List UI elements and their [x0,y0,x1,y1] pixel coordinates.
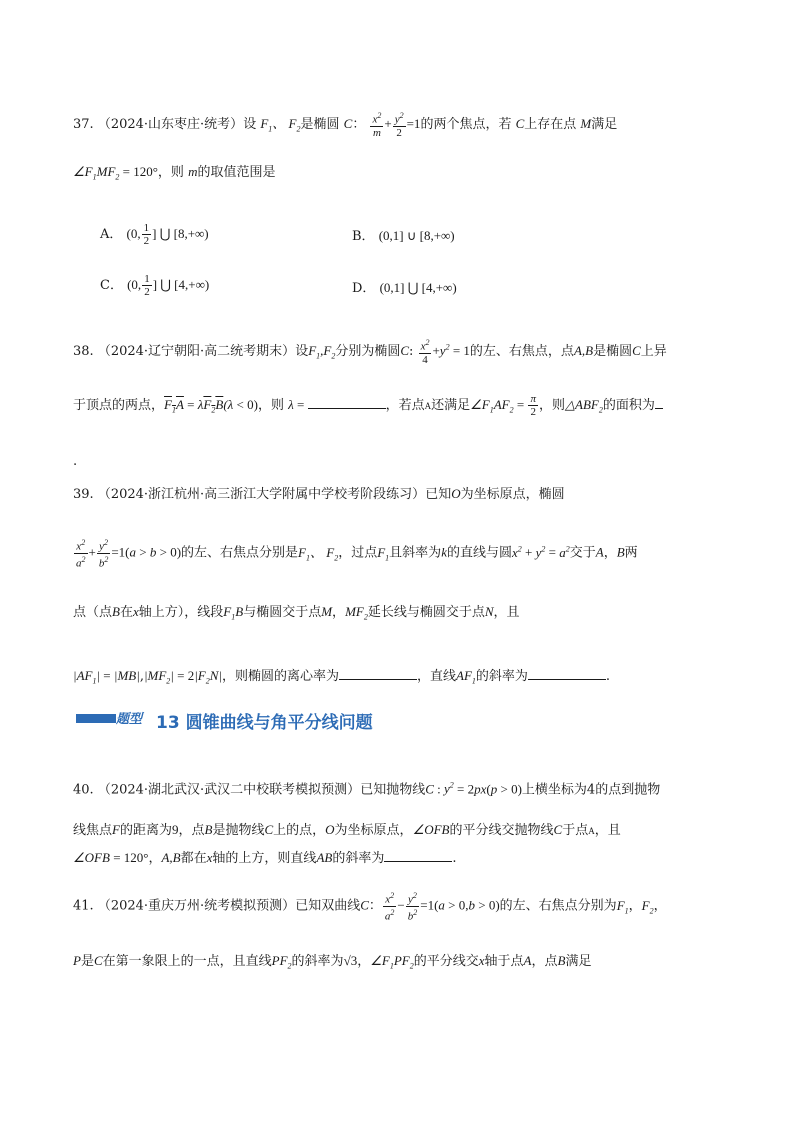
q41-number: 41. [73,898,94,914]
q39-blank-1[interactable] [339,669,417,680]
q38-line3: . [73,454,78,469]
q37-option-a: A． (0, $\frac{1}{2}$ ] ⋃ [8,+∞) [100,222,209,247]
q38-source: （2024·辽宁朝阳·高二统考期末） [97,343,296,359]
q37-line2: $\angle F_1MF_2 = 120^\circ$，则 m的取值范围是 [73,164,276,182]
q41-source: （2024·重庆万州·统考模拟预测） [97,898,296,914]
q40-line3: ∠OFB = 120°，A,B都在x轴的上方，则直线AB的斜率为 . [73,850,457,866]
section-tag-label: 题型 [116,712,143,727]
q39-line1: 39. （2024·浙江杭州·高三浙江大学附属中学校考阶段练习）已知O为坐标原点，椭圆 [73,486,565,502]
q40-blank[interactable] [384,851,452,862]
q39-source: （2024·浙江杭州·高三浙江大学附属中学校考阶段练习） [97,487,426,502]
q37-line1: 37. （2024·山东枣庄·统考）设 $F_1$、 $F_2$是椭圆 C： $\frac{x^2}{m}$ + $\frac{y^2}{2}$ =1的两个焦点，若 C上存在点 M满足 [73,111,618,139]
q40-number: 40. [73,782,94,798]
q37-source: （2024·山东枣庄·统考） [97,116,244,132]
q41-line1: 41. （2024·重庆万州·统考模拟预测）已知双曲线C： $\frac{x^2}{a^2}$ − $\frac{y^2}{b^2}$ =1(a > 0,b > 0)的左、右焦点分别为$F_1$，$F_2$， [73,891,667,923]
q38-number: 38. [73,343,94,359]
q37-option-c: C． (0, $\frac{1}{2}$ ] ⋃ [4,+∞) [100,273,210,298]
section-header [76,708,776,732]
q40-line2: 线焦点F的距离为9，点B是抛物线C上的点，O为坐标原点，∠OFB的平分线交抛物线C于点A，且 [73,822,621,838]
q37-math: $F_1$、 $F_2$ [260,115,301,134]
q39-line3: 点（点B在x轴上方），线段$F_1B$与椭圆交于点M，$MF_2$延长线与椭圆交于点N，且 [73,604,520,622]
q41-line2: P是C在第一象限上的一点，且直线$PF_2$的斜率为√3，$\angle F_1PF_2$的平分线交x轴于点A，点B满足 [73,953,592,971]
q37-option-b: B． (0,1] ∪ [8,+∞) [352,228,455,244]
q39-number: 39. [73,487,94,502]
q39-blank-2[interactable] [528,669,606,680]
q38-blank-2[interactable] [655,398,663,409]
q38-line2: 于顶点的两点，$F_1A = \lambda F_2B(\lambda < 0)$，则 λ = ，若点A还满足$\angle F_1AF_2$ = $\frac{\pi}{2}$ ，则$\triangle ABF_2$的面积为 [73,393,663,421]
q38-line1: 38. （2024·辽宁朝阳·高二统考期末）设$F_1,F_2$分别为椭圆C: $\frac{x^2}{4}$ $+y^2 = 1$的左、右焦点，点A,B是椭圆C上异 [73,338,667,366]
section-tag-bar [76,714,116,723]
section-title: 13 圆锥曲线与角平分线问题 [156,713,373,733]
q37-number: 37. [73,116,94,132]
q39-line2: $\frac{x^2}{a^2}$ + $\frac{y^2}{b^2}$ =1(a > b > 0)的左、右焦点分别是$F_1$、 $F_2$，过点$F_1$且斜率为k的直线与圆$x^2 + y^2 = a^2$交于A，B两 [76,538,638,570]
q38-blank-1[interactable] [308,398,386,409]
q37-option-d: D． (0,1] ⋃ [4,+∞) [352,280,457,296]
q40-source: （2024·湖北武汉·武汉二中校联考模拟预测） [97,782,361,798]
q40-line1: 40. （2024·湖北武汉·武汉二中校联考模拟预测）已知抛物线C : $y^2 = 2px(p > 0)$上横坐标为4的点到抛物 [73,781,661,798]
q39-line4: $|AF_1| = |MB|,|MF_2| = 2|F_2N|$，则椭圆的离心率为 ，直线$AF_1$的斜率为 . [73,668,611,686]
